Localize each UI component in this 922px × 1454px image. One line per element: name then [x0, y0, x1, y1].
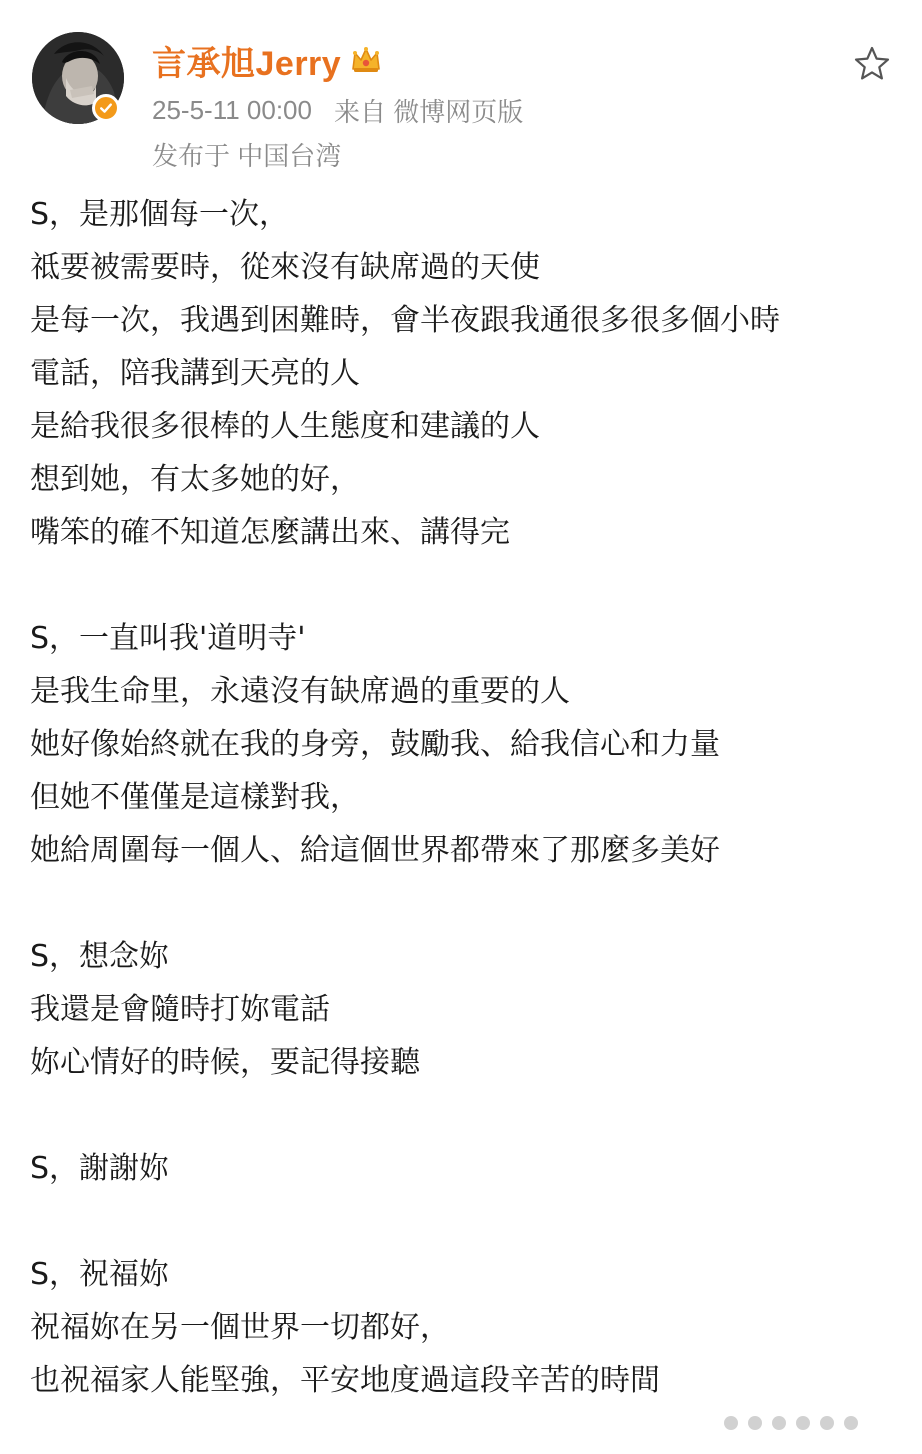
verified-badge-icon	[92, 94, 120, 122]
post-source: 来自 微博网页版	[333, 97, 524, 127]
watermark-dot	[772, 1416, 786, 1430]
avatar-container[interactable]	[32, 32, 124, 124]
post-line: 祗要被需要時，從來沒有缺席過的天使	[30, 250, 540, 285]
watermark-dot	[796, 1416, 810, 1430]
username-link[interactable]: 言承旭Jerry	[152, 44, 342, 83]
post-timestamp[interactable]: 25-5-11 00:00	[152, 95, 312, 125]
paragraph-gap	[30, 1089, 892, 1142]
post-body	[30, 188, 892, 1407]
post-line: 是給我很多很棒的人生態度和建議的人	[30, 409, 540, 444]
post-line: S，祝福妳	[30, 1257, 170, 1292]
post-line: S，是那個每一次，	[30, 197, 290, 232]
post-line: 妳心情好的時候，要記得接聽	[30, 1045, 420, 1080]
post-line: 也祝福家人能堅強，平安地度過這段辛苦的時間	[30, 1363, 660, 1398]
post-line: 是我生命里，永遠沒有缺席過的重要的人	[30, 674, 570, 709]
post-line: 她好像始終就在我的身旁，鼓勵我、給我信心和力量	[30, 727, 720, 762]
post-location: 发布于 中国台湾	[152, 141, 342, 171]
crown-icon	[349, 43, 383, 77]
username-row	[152, 36, 383, 84]
paragraph-gap	[30, 1195, 892, 1248]
post-line: S，謝謝妳	[30, 1151, 170, 1186]
paragraph-gap	[30, 877, 892, 930]
post-line: 我還是會隨時打妳電話	[30, 992, 330, 1027]
watermark-dot	[748, 1416, 762, 1430]
post-line: 電話，陪我講到天亮的人	[30, 356, 360, 391]
post-line: 她給周圍每一個人、給這個世界都帶來了那麼多美好	[30, 833, 720, 868]
post-line: S，一直叫我'道明寺'	[30, 621, 306, 656]
favorite-button[interactable]	[850, 42, 894, 86]
paragraph-gap	[30, 559, 892, 612]
post-line: 嘴笨的確不知道怎麼講出來、講得完	[30, 515, 510, 550]
post-line: 想到她，有太多她的好，	[30, 462, 360, 497]
watermark-dot	[724, 1416, 738, 1430]
post-header	[0, 0, 922, 180]
post-line: 是每一次，我遇到困難時，會半夜跟我通很多很多個小時	[30, 303, 780, 338]
post-line: 但她不僅僅是這樣對我，	[30, 780, 360, 815]
watermark-dot	[844, 1416, 858, 1430]
watermark-dot	[820, 1416, 834, 1430]
star-icon	[852, 44, 892, 84]
post-meta	[152, 92, 523, 129]
post-line: 祝福妳在另一個世界一切都好，	[30, 1310, 450, 1345]
post-line: S，想念妳	[30, 939, 170, 974]
watermark	[724, 1408, 904, 1438]
